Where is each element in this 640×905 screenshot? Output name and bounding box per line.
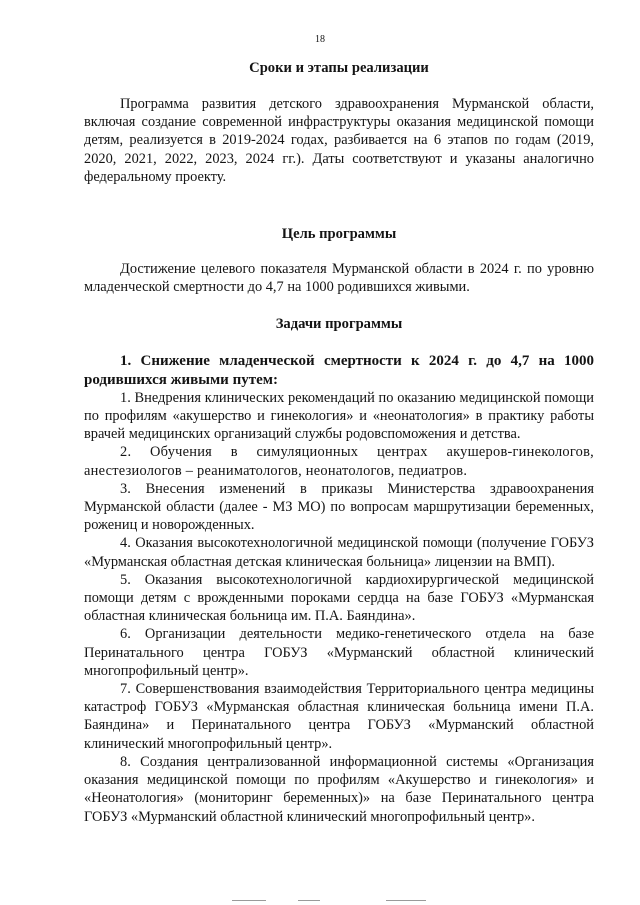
section-heading-goal: Цель программы bbox=[281, 226, 397, 243]
bottom-mark bbox=[232, 900, 266, 901]
task-item-8: 8. Создания централизованной информационной системы «Организация оказания медицинской помощи по профилям «Акушерство и гинекология» и «Неонатология» (мониторинг беременных)» на базе Перинатального центра ГОБУЗ «Мурманский областной клинический многопрофильный центр». bbox=[84, 753, 594, 825]
task-item-3: 3. Внесения изменений в приказы Министерства здравоохранения Мурманской области (далее - МЗ МО) по вопросам маршрутизации беременных, рожениц и новорожденных. bbox=[84, 480, 594, 534]
task-item-6: 6. Организации деятельности медико-генетического отдела на базе Перинатального центра ГОБУЗ «Мурманский областной клинический многопрофильный центр». bbox=[84, 626, 594, 679]
section-heading-timeline: Сроки и этапы реализации bbox=[249, 60, 429, 76]
task-item-7: 7. Совершенствования взаимодействия Территориального центра медицины катастроф ГОБУЗ «Мурманская областная клиническая больница имени П.А. Баяндина» и Перинатального центра ГОБУЗ «Мурманский областной клинический многопрофильный центр». bbox=[84, 681, 594, 752]
timeline-paragraph: Программа развития детского здравоохранения Мурманской области, включая создание современной инфраструктуры оказания медицинской помощи детям, реализуется в 2019-2024 годах, разбивается на 6 этапов по годам (2019, 2020, 2021, 2022, 2023, 2024 гг.). Даты соответствуют и указаны аналогично федеральному проекту. bbox=[84, 96, 594, 185]
bottom-mark bbox=[386, 900, 426, 901]
bottom-mark bbox=[298, 900, 320, 901]
task-item-1: 1. Внедрения клинических рекомендаций по оказанию медицинской помощи по профилям «акушерство и гинекология» и «неонатология» в практику работы врачей медицинских организаций службы родовспоможения и детства. bbox=[84, 389, 594, 443]
page-number: 18 bbox=[315, 34, 325, 45]
page-content bbox=[84, 59, 594, 826]
bottom-edge-marks bbox=[0, 896, 640, 905]
task-item-2: 2. Обучения в симуляционных центрах акушеров-гинекологов, анестезиологов – реаниматологов, неонатологов, педиатров. bbox=[84, 444, 594, 479]
section-heading-tasks: Задачи программы bbox=[275, 316, 403, 333]
goal-paragraph: Достижение целевого показателя Мурманской области в 2024 г. по уровню младенческой смертности до 4,7 на 1000 родившихся живыми. bbox=[84, 261, 594, 296]
task-item-5: 5. Оказания высокотехнологичной кардиохирургической медицинской помощи детям с врожденными пороками сердца на базе ГОБУЗ «Мурманская областная клиническая больница им. П.А. Баяндина». bbox=[84, 571, 594, 625]
task-title: 1. Снижение младенческой смертности к 2024 г. до 4,7 на 1000 родившихся живыми путем: bbox=[84, 353, 594, 388]
task-item-4: 4. Оказания высокотехнологичной медицинской помощи (получение ГОБУЗ «Мурманская областная детская клиническая больница» лицензии на ВМП). bbox=[84, 535, 594, 570]
